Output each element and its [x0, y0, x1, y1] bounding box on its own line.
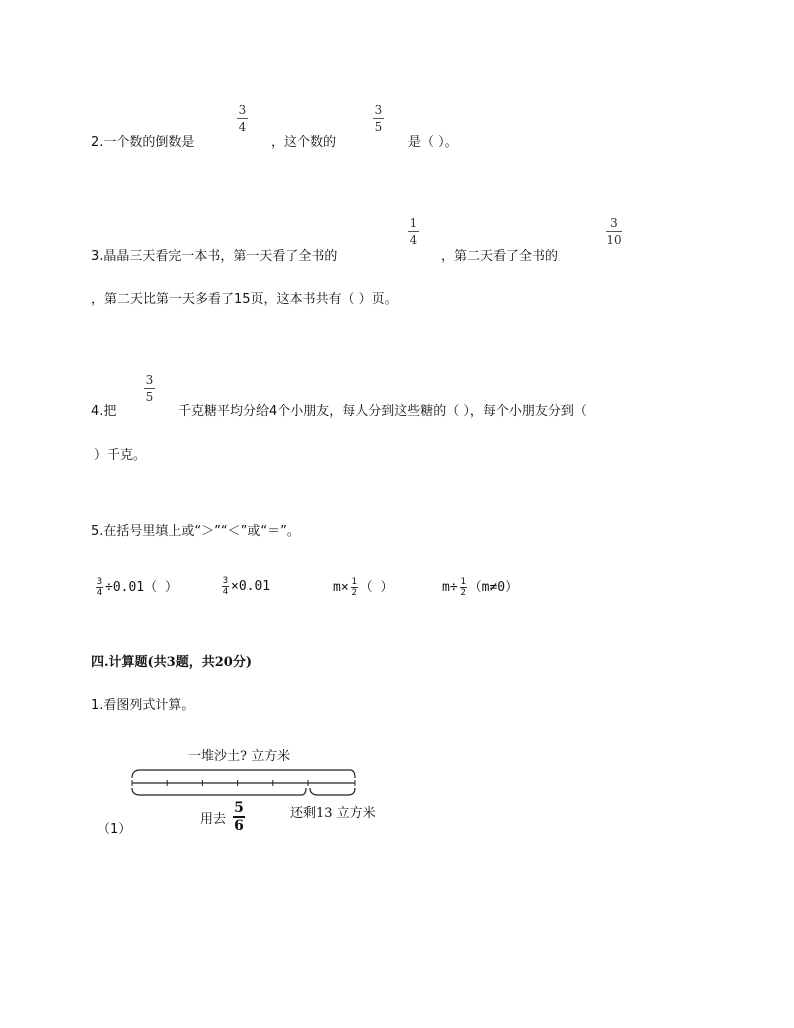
q5-e4-numerator: 1 [460, 577, 466, 587]
q5-text: 5.在括号里填上或“＞”“＜”或“＝”。 [91, 524, 300, 539]
diagram-remain-label: 还剩13 立方米 [290, 806, 376, 821]
diagram-used-label: 用去 [200, 812, 227, 827]
q5-expression-1 [94, 576, 178, 598]
q3-fraction-2-numerator: 3 [610, 216, 618, 230]
q2-text-1: 2.一个数的倒数是 [91, 135, 195, 150]
q4-fraction-1 [144, 373, 155, 404]
q4-text-2: 千克糖平均分给4个小朋友，每人分到这些糖的（ ），每个小朋友分到（ [178, 404, 587, 419]
q5-e4-denominator: 2 [460, 588, 466, 598]
diagram-used-brace [132, 788, 306, 795]
q3-text-2: ，第二天看了全书的 [441, 249, 559, 264]
q3-fraction-1-numerator: 1 [409, 216, 418, 230]
q5-e2-rest: ×0.01 [231, 579, 271, 594]
q5-e3-numerator: 1 [351, 577, 357, 587]
q3-fraction-1-denominator: 4 [409, 233, 418, 247]
q4-text-line2: ）千克。 [94, 448, 147, 463]
diagram-bar [128, 764, 358, 804]
c1-text: 1.看图列式计算。 [91, 698, 195, 713]
diagram-top-label: 一堆沙土? 立方米 [188, 749, 291, 764]
q4-fraction-1-numerator: 3 [145, 373, 154, 387]
q5-expression-2 [220, 576, 270, 597]
q4-fraction-1-denominator: 5 [145, 390, 154, 404]
diagram-remain-brace [310, 788, 355, 795]
q5-e2-numerator: 3 [222, 576, 229, 586]
q2-text-2: ，这个数的 [271, 135, 337, 150]
q2-fraction-1 [237, 103, 248, 134]
diagram-used-fraction-numerator: 5 [234, 800, 244, 816]
q2-text-3: 是（ ）。 [408, 135, 458, 150]
q5-e2-denominator: 4 [222, 587, 229, 597]
section-heading: 四.计算题(共3题，共20分) [91, 655, 252, 670]
q5-e1-numerator: 3 [96, 577, 103, 587]
q5-expression-1-fraction [96, 577, 103, 598]
q2-fraction-2-denominator: 5 [374, 120, 383, 134]
diagram-used-fraction [233, 801, 245, 833]
q5-e3-denominator: 2 [351, 588, 357, 598]
q2-fraction-1-numerator: 3 [238, 103, 247, 117]
q5-expression-4 [442, 576, 518, 598]
q5-e4-rest: （m≠0） [468, 580, 519, 595]
diagram-top-brace [132, 770, 355, 778]
q5-e3-rest: （ ） [359, 580, 394, 595]
q2-fraction-2-numerator: 3 [374, 103, 383, 117]
q3-fraction-2-denominator: 10 [606, 233, 622, 247]
q3-fraction-2 [606, 216, 622, 247]
q2-fraction-2 [373, 103, 384, 134]
q3-text-1: 3.晶晶三天看完一本书，第一天看了全书的 [91, 249, 338, 264]
q5-e4-prefix: m÷ [442, 580, 458, 595]
q4-text-1: 4.把 [91, 404, 117, 419]
q3-text-line2: ，第二天比第一天多看了15页，这本书共有（ ）页。 [91, 292, 398, 307]
c1-sub-label: （1） [97, 822, 132, 837]
q2-fraction-1-denominator: 4 [238, 120, 247, 134]
q5-expression-4-fraction [460, 577, 467, 598]
q5-expression-2-fraction [222, 576, 229, 597]
q5-e3-prefix: m× [333, 580, 349, 595]
q5-e1-denominator: 4 [96, 588, 103, 598]
diagram-used-fraction-denominator: 6 [234, 817, 244, 834]
q5-expression-3 [333, 576, 393, 598]
q3-fraction-1 [408, 216, 419, 247]
q5-e1-rest: ÷0.01（ ） [105, 580, 178, 595]
q5-expression-3-fraction [351, 577, 358, 598]
